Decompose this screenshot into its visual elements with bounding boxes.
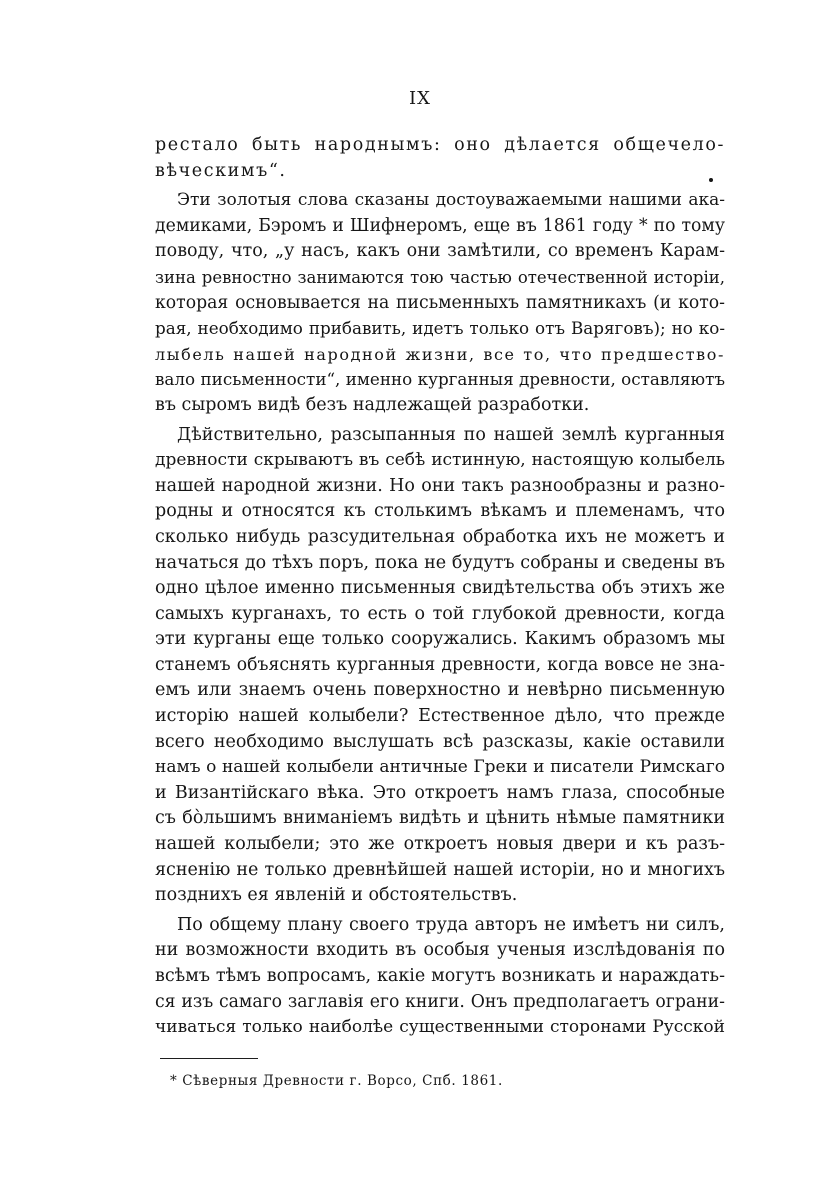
text-line: ни возможности входить въ особыя ученыя изслѣдованія по	[155, 940, 725, 961]
body-text	[155, 133, 725, 1041]
text-line: сколько нибудь разсудительная обработка ихъ не можетъ и	[155, 526, 725, 547]
text-line: которая основывается на письменныхъ памятникахъ (и кото-	[155, 292, 725, 313]
text-line: всѣмъ тѣмъ вопросамъ, какіе могутъ возникать и нараждать-	[155, 966, 725, 986]
text-line: всего необходимо выслушать всѣ разсказы, какіе оставили	[155, 731, 725, 752]
text-line: По общему плану своего труда авторъ не имѣетъ ни силъ,	[177, 914, 725, 935]
text-line: одно цѣлое именно письменныя свидѣтельства объ этихъ же	[155, 578, 725, 599]
text-line: демиками, Бэромъ и Шифнеромъ, еще въ 1861 году * по тому	[155, 215, 725, 236]
text-line: вало письменности“, именно курганныя древности, оставляютъ	[155, 369, 725, 390]
text-line: Эти золотыя слова сказаны достоуважаемыми нашими ака-	[177, 190, 725, 211]
text-line: рая, необходимо прибавить, идетъ только отъ Варяговъ); но ко-	[155, 318, 725, 339]
text-line: намъ о нашей колыбели античные Греки и писатели Римскаго	[155, 757, 725, 778]
text-line: эти курганы еще только сооружались. Какимъ образомъ мы	[155, 629, 725, 650]
text-line: лыбель нашей народной жизни, все то, что предшество-	[155, 344, 725, 364]
text-line: въ сыромъ видѣ безъ надлежащей разработки.	[155, 394, 590, 415]
footnote-rule	[160, 1058, 258, 1059]
text-line: нашей колыбели; это же откроетъ новыя двери и къ разъ-	[155, 834, 725, 855]
text-line: родны и относятся къ столькимъ вѣкамъ и племенамъ, что	[155, 501, 725, 522]
text-line: исторію нашей колыбели? Естественное дѣло, что прежде	[155, 706, 725, 727]
text-line: емъ или знаемъ очень поверхностно и невѣрно письменную	[155, 680, 725, 701]
text-line: ясненію не только древнѣйшей нашей исторіи, но и многихъ	[155, 859, 725, 880]
text-line: поводу, что, „у насъ, какъ они замѣтили, со временъ Карам-	[155, 241, 725, 262]
text-line: ся изъ самаго заглавія его книги. Онъ предполагаетъ ограни-	[155, 991, 725, 1012]
text-line: древности скрываютъ въ себѣ истинную, настоящую колыбель	[155, 450, 725, 471]
text-line: начаться до тѣхъ поръ, пока не будутъ собраны и сведены въ	[155, 552, 725, 573]
text-line: станемъ объяснять курганныя древности, когда вовсе не зна-	[155, 654, 725, 675]
text-line: съ бо̀льшимъ вниманіемъ видѣть и цѣнить нѣмые памятники	[155, 808, 725, 829]
text-line: вѣческимъ“.	[155, 160, 287, 181]
text-line: Дѣйствительно, разсыпанныя по нашей землѣ курганныя	[177, 424, 725, 445]
text-line: рестало быть народнымъ: оно дѣлается общечело-	[155, 135, 725, 155]
text-line: нашей народной жизни. Но они такъ разнообразны и разно-	[155, 475, 725, 496]
page-number: IX	[409, 88, 431, 109]
text-line: самыхъ курганахъ, то есть о той глубокой древности, когда	[155, 603, 725, 624]
text-line: позднихъ ея явленій и обстоятельствъ.	[155, 885, 518, 906]
text-line: и Византійскаго вѣка. Это откроетъ намъ глаза, способные	[155, 782, 725, 803]
footnote: * Сѣверныя Древности г. Ворсо, Спб. 1861.	[170, 1073, 503, 1089]
text-line: чиваться только наиболѣе существенными сторонами Русской	[155, 1017, 725, 1038]
text-line: зина ревностно занимаются тою частью отечественной исторіи,	[155, 267, 725, 287]
